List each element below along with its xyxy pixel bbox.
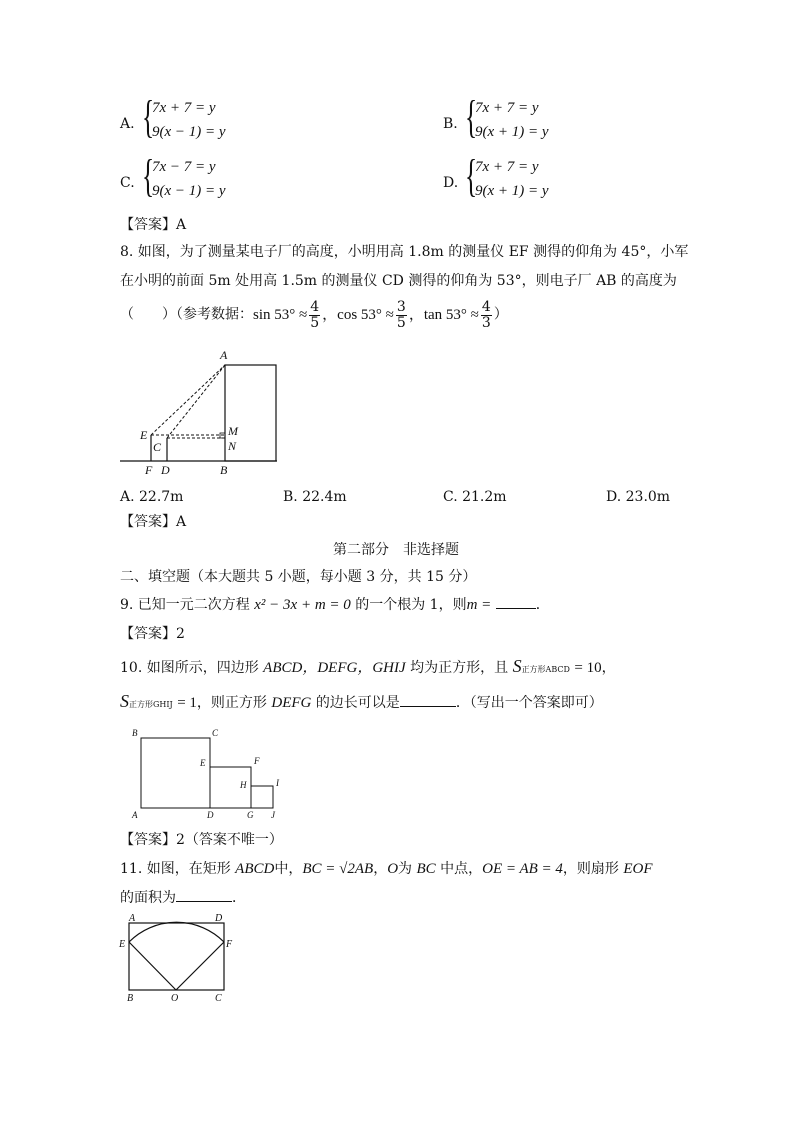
q7-answer: 【答案】A: [120, 217, 187, 233]
q8-option-d: D. 23.0m: [606, 489, 671, 505]
q10-label-a: A: [132, 810, 138, 820]
q10-stem-line1: 10. 如图所示，四边形 ABCD，DEFG，GHIJ 均为正方形，且 S正方形ABCD = 10，: [120, 656, 616, 676]
q10-label-f: F: [254, 756, 260, 766]
q8-sin-num: 4: [310, 299, 320, 315]
q7-option-c-eq1: 7x − 7 = y: [152, 159, 216, 175]
q7-option-d-brace: {: [465, 150, 478, 201]
q10-label-b: B: [132, 728, 138, 738]
q8-label-e: E: [140, 428, 148, 442]
q11-label-b: B: [127, 993, 134, 1004]
q8-cos-text: ，cos 53° ≈: [322, 306, 394, 323]
q11-o: O: [387, 861, 399, 877]
q8-option-b: B. 22.4m: [283, 489, 347, 505]
q8-sightline-ea: [151, 365, 225, 435]
q11-line2-end: ．: [232, 890, 246, 906]
q9-pre: 9. 已知一元二次方程: [120, 597, 250, 613]
q11-label-a: A: [129, 913, 136, 924]
q11-bc: BC: [416, 861, 436, 877]
q11-line1-c: 为: [398, 861, 413, 877]
q11-label-d: D: [215, 913, 223, 924]
q8-sightline-ca: [167, 365, 225, 438]
q8-figure: [115, 345, 285, 480]
q9-answer: 【答案】2: [120, 626, 185, 642]
q7-option-c-eq2: 9(x − 1) = y: [152, 183, 226, 199]
q10-line1-pre: 10. 如图所示，四边形: [120, 660, 259, 676]
q8-paren: （ ）（参考数据：: [120, 306, 253, 323]
q11-eof: EOF: [623, 861, 653, 877]
section-heading: 二、填空题（本大题共 5 小题，每小题 3 分，共 15 分）: [120, 569, 477, 585]
q8-sin-text: sin 53° ≈: [253, 306, 308, 323]
q8-cos-num: 3: [396, 299, 406, 315]
q10-s1-sub: 正方形ABCD: [521, 665, 570, 674]
q8-stem-line2: 在小明的前面 5m 处用高 1.5m 的测量仪 CD 测得的仰角为 53°，则电子厂 AB 的高度为: [120, 273, 677, 289]
q8-cos-fraction: [396, 300, 407, 330]
q9-stem: 9. 已知一元二次方程 x² − 3x + m = 0 的一个根为 1，则m = ．: [120, 597, 550, 613]
q11-label-o: O: [171, 993, 179, 1004]
q8-tan-den: 3: [481, 314, 491, 331]
q10-figure: [128, 726, 288, 824]
q8-label-f: F: [145, 463, 153, 477]
q11-label-f: F: [226, 939, 233, 950]
q10-s1: S: [512, 656, 522, 676]
q11-line1-e: ，则扇形: [562, 861, 619, 877]
q10-s2-sub: 正方形GHIJ: [129, 700, 173, 709]
q11-stem-line2: [120, 891, 246, 905]
q8-label-c: C: [153, 440, 162, 454]
q11-segment-of: [176, 942, 224, 990]
q10-answer-blank: [400, 706, 456, 707]
q10-square-ghij: [251, 786, 273, 808]
q8-label-d: D: [161, 463, 170, 477]
q11-answer-blank: [176, 901, 232, 902]
q8-cos-den: 5: [396, 314, 406, 331]
q10-line1-mid: 均为正方形，且: [410, 660, 509, 676]
q10-label-d: D: [207, 810, 214, 820]
q11-line1-b: ，: [373, 861, 388, 877]
q9-equation: x² − 3x + m = 0: [254, 597, 351, 613]
q11-line1-a: 中，: [274, 861, 303, 877]
q7-option-b-label: B.: [443, 116, 458, 132]
q11-segment-oe: [129, 942, 176, 990]
q11-figure: [114, 912, 244, 1004]
q8-close-paren: ）: [493, 306, 508, 323]
q10-s2: S: [120, 691, 129, 711]
q10-label-e: E: [200, 758, 206, 768]
q9-mid: 的一个根为 1，则: [355, 597, 467, 613]
q8-tan-fraction: [481, 300, 492, 330]
q10-square-abcd: [141, 738, 210, 808]
q8-option-a: A. 22.7m: [120, 489, 184, 505]
q7-option-a-eq1: 7x + 7 = y: [152, 100, 216, 116]
q7-option-a-eq2: 9(x − 1) = y: [152, 124, 226, 140]
q10-defg: DEFG: [271, 695, 312, 711]
q11-stem-line1: [120, 862, 653, 877]
q7-option-d-eq2: 9(x + 1) = y: [475, 183, 549, 199]
q10-answer: 【答案】2（答案不唯一）: [120, 832, 283, 848]
q7-option-a-label: A.: [120, 116, 135, 132]
q11-line1-d: 中点，: [440, 861, 483, 877]
q8-label-b: B: [220, 463, 228, 477]
q8-sin-fraction: [309, 300, 320, 330]
q11-abcd: ABCD: [235, 861, 275, 877]
q8-label-n: N: [228, 439, 237, 453]
q8-reference-data: [120, 300, 508, 330]
q7-option-c-brace: {: [142, 150, 155, 201]
q7-option-d-eq1: 7x + 7 = y: [475, 159, 539, 175]
q9-answer-blank: [496, 608, 536, 609]
q10-label-j: J: [271, 810, 275, 820]
q11-line1-pre: 11. 如图，在矩形: [120, 861, 231, 877]
q10-s1-value: = 10: [574, 660, 602, 676]
part-title: 第二部分 非选择题: [333, 542, 459, 558]
q10-label-h: H: [240, 780, 247, 790]
q8-option-c: C. 21.2m: [443, 489, 507, 505]
q11-condition-1: BC = √2AB: [302, 861, 374, 877]
q11-condition-2: OE = AB = 4: [482, 861, 563, 877]
q10-line2-tail: ．（写出一个答案即可）: [455, 695, 603, 711]
q10-s2-value: = 1: [177, 695, 197, 711]
q8-sin-den: 5: [310, 314, 320, 331]
q7-option-d-label: D.: [443, 175, 459, 191]
q11-line2: 的面积为: [120, 890, 176, 906]
q10-label-i: I: [276, 778, 279, 788]
q10-line2-mid: ，则正方形: [196, 695, 267, 711]
q8-answer: 【答案】A: [120, 514, 187, 530]
q10-label-g: G: [247, 810, 254, 820]
q8-tan-num: 4: [481, 299, 491, 315]
q8-tan-text: ，tan 53° ≈: [408, 306, 479, 323]
q10-square-names: ABCD，DEFG，GHIJ: [263, 660, 406, 676]
q7-option-c-label: C.: [120, 175, 135, 191]
q10-label-c: C: [212, 728, 219, 738]
q8-label-a: A: [220, 348, 228, 362]
q10-line2-end: 的边长可以是: [315, 695, 400, 711]
q7-option-b-eq2: 9(x + 1) = y: [475, 124, 549, 140]
q9-m: m =: [466, 597, 492, 613]
q7-option-b-brace: {: [465, 91, 478, 142]
q10-stem-line2: [120, 692, 603, 711]
q11-arc-ef: [129, 922, 224, 942]
q7-option-a-brace: {: [142, 91, 155, 142]
q7-option-b-eq1: 7x + 7 = y: [475, 100, 539, 116]
q8-label-m: M: [228, 424, 238, 438]
q11-label-e: E: [119, 939, 126, 950]
q11-label-c: C: [215, 993, 222, 1004]
q8-stem-line1: 8. 如图，为了测量某电子厂的高度，小明用高 1.8m 的测量仪 EF 测得的仰角为 45°，小军: [120, 244, 689, 260]
